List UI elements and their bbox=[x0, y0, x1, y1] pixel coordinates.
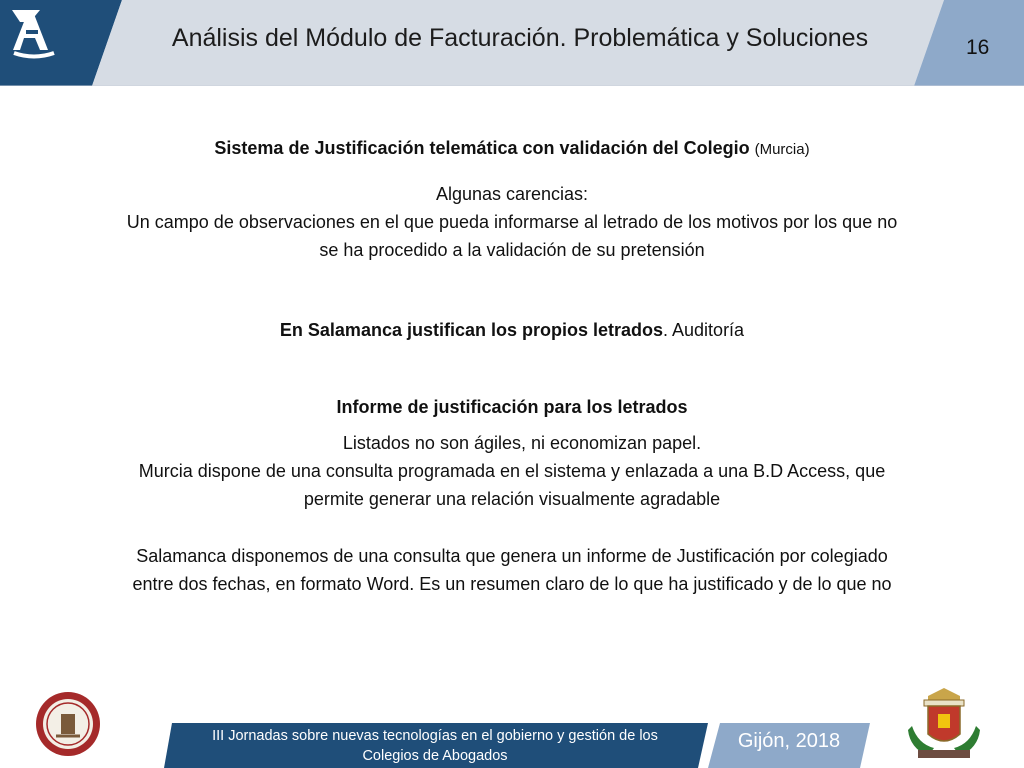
slide-header bbox=[0, 0, 1024, 86]
salamanca-rest: . Auditoría bbox=[663, 320, 745, 340]
informe-block bbox=[40, 429, 984, 513]
salamanca-bar-seal-icon bbox=[34, 690, 102, 758]
footer-event-line: Colegios de Abogados bbox=[362, 748, 508, 764]
salamanca-informe-line: Salamanca disponemos de una consulta que genera un informe de Justificación por colegiado bbox=[136, 546, 888, 566]
section-heading-location: (Murcia) bbox=[754, 141, 810, 158]
page-title: Análisis del Módulo de Facturación. Problemática y Soluciones bbox=[171, 24, 869, 52]
gijon-bar-coat-of-arms-icon bbox=[904, 686, 984, 764]
carencias-line: se ha procedido a la validación de su pretensión bbox=[319, 240, 705, 260]
page-number: 16 bbox=[966, 36, 990, 59]
informe-line: permite generar una relación visualmente agradable bbox=[303, 489, 721, 509]
informe-heading: Informe de justificación para los letrados bbox=[336, 397, 688, 417]
footer-event bbox=[172, 726, 698, 766]
section-heading: Sistema de Justificación telemática con validación del Colegio bbox=[214, 138, 750, 158]
carencias-block bbox=[40, 180, 984, 264]
footer-event-line: III Jornadas sobre nuevas tecnologías en el gobierno y gestión de los bbox=[212, 728, 658, 744]
section-sistema-justificacion bbox=[40, 134, 984, 164]
section-informe-heading bbox=[40, 393, 984, 421]
footer-city: Gijón, 2018 bbox=[737, 730, 841, 752]
informe-line: Murcia dispone de una consulta programada en el sistema y enlazada a una B.D Access, que bbox=[138, 461, 886, 481]
salamanca-informe-block bbox=[40, 542, 984, 598]
informe-line: Listados no son ágiles, ni economizan papel. bbox=[342, 433, 702, 453]
section-salamanca bbox=[40, 316, 984, 344]
carencias-line: Un campo de observaciones en el que pueda informarse al letrado de los motivos por los que no bbox=[126, 212, 898, 232]
ta-logo-icon bbox=[0, 0, 70, 60]
salamanca-bold: En Salamanca justifican los propios letrados bbox=[279, 320, 664, 340]
salamanca-informe-line: entre dos fechas, en formato Word. Es un resumen claro de lo que ha justificado y de lo que no bbox=[132, 574, 892, 594]
carencias-title: Algunas carencias: bbox=[435, 184, 589, 204]
